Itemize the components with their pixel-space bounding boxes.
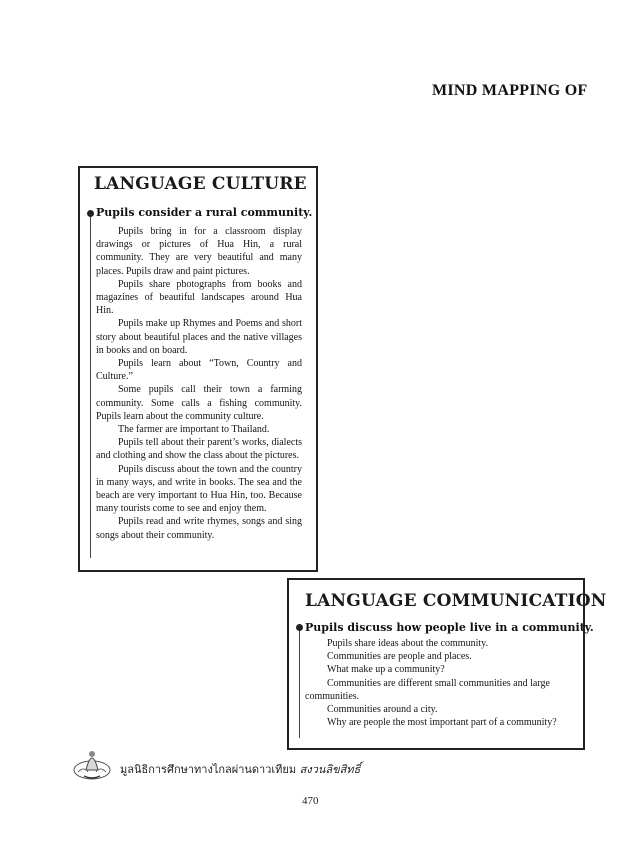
culture-paragraph: The farmer are important to Thailand. [118,424,270,436]
culture-paragraph: Pupils discuss about the town and the country in many ways, and write in books. The sea and the beach are very important to Hua Hin, too. Because many tourists come to see and enjoy them. [96,463,302,515]
foundation-name [120,760,360,778]
culture-body [96,225,302,542]
culture-margin-line [90,213,91,558]
culture-paragraph: Some pupils call their town a farming community. Some calls a fishing community. Pupils learn about the community culture. [96,384,302,422]
communication-bullet [296,624,303,631]
communication-line: Pupils share ideas about the community. [327,638,488,649]
page-number: 470 [302,795,319,807]
culture-bullet [87,210,94,217]
communication-line: Why are people the most important part of a community? [327,717,557,729]
culture-paragraph: Pupils make up Rhymes and Poems and short story about beautiful places and the native villages in books and on board. [96,318,302,356]
language-culture-box [78,166,318,572]
culture-paragraph: Pupils bring in for a classroom display drawings or pictures of Hua Hin, a rural community. They are very beautiful and many places. Pupils draw and paint pictures. [96,226,302,277]
communication-margin-line [299,630,300,738]
culture-paragraph: Pupils share photographs from books and magazines of beautiful landscapes around Hua Hin. [96,278,302,317]
communication-subheading: Pupils discuss how people live in a community. [305,621,594,634]
foundation-emblem-icon [70,740,114,784]
language-communication-box [287,578,607,750]
culture-paragraph: Pupils learn about “Town, Country and Culture.” [96,358,302,383]
culture-paragraph: Pupils tell about their parent’s works, dialects and clothing and show the class about the pictures. [96,437,302,462]
page-header-title: MIND MAPPING OF [432,82,588,99]
language-communication-title: LANGUAGE COMMUNICATION [305,591,607,611]
language-culture-title: LANGUAGE CULTURE [94,174,307,194]
communication-line: Communities are people and places. [327,651,472,663]
communication-line: Communities are different small communities and large communities. [305,677,550,702]
communication-line: What make up a community? [327,664,445,676]
foundation-name-text: มูลนิธิการศึกษาทางไกลผ่านดาวเทียม [120,763,297,776]
communication-body [305,637,571,729]
communication-line: Communities around a city. [327,704,438,716]
copyright-notice: สงวนลิขสิทธิ์ [299,763,361,776]
culture-subheading: Pupils consider a rural community. [96,206,313,219]
culture-paragraph: Pupils read and write rhymes, songs and sing songs about their community. [96,516,302,541]
